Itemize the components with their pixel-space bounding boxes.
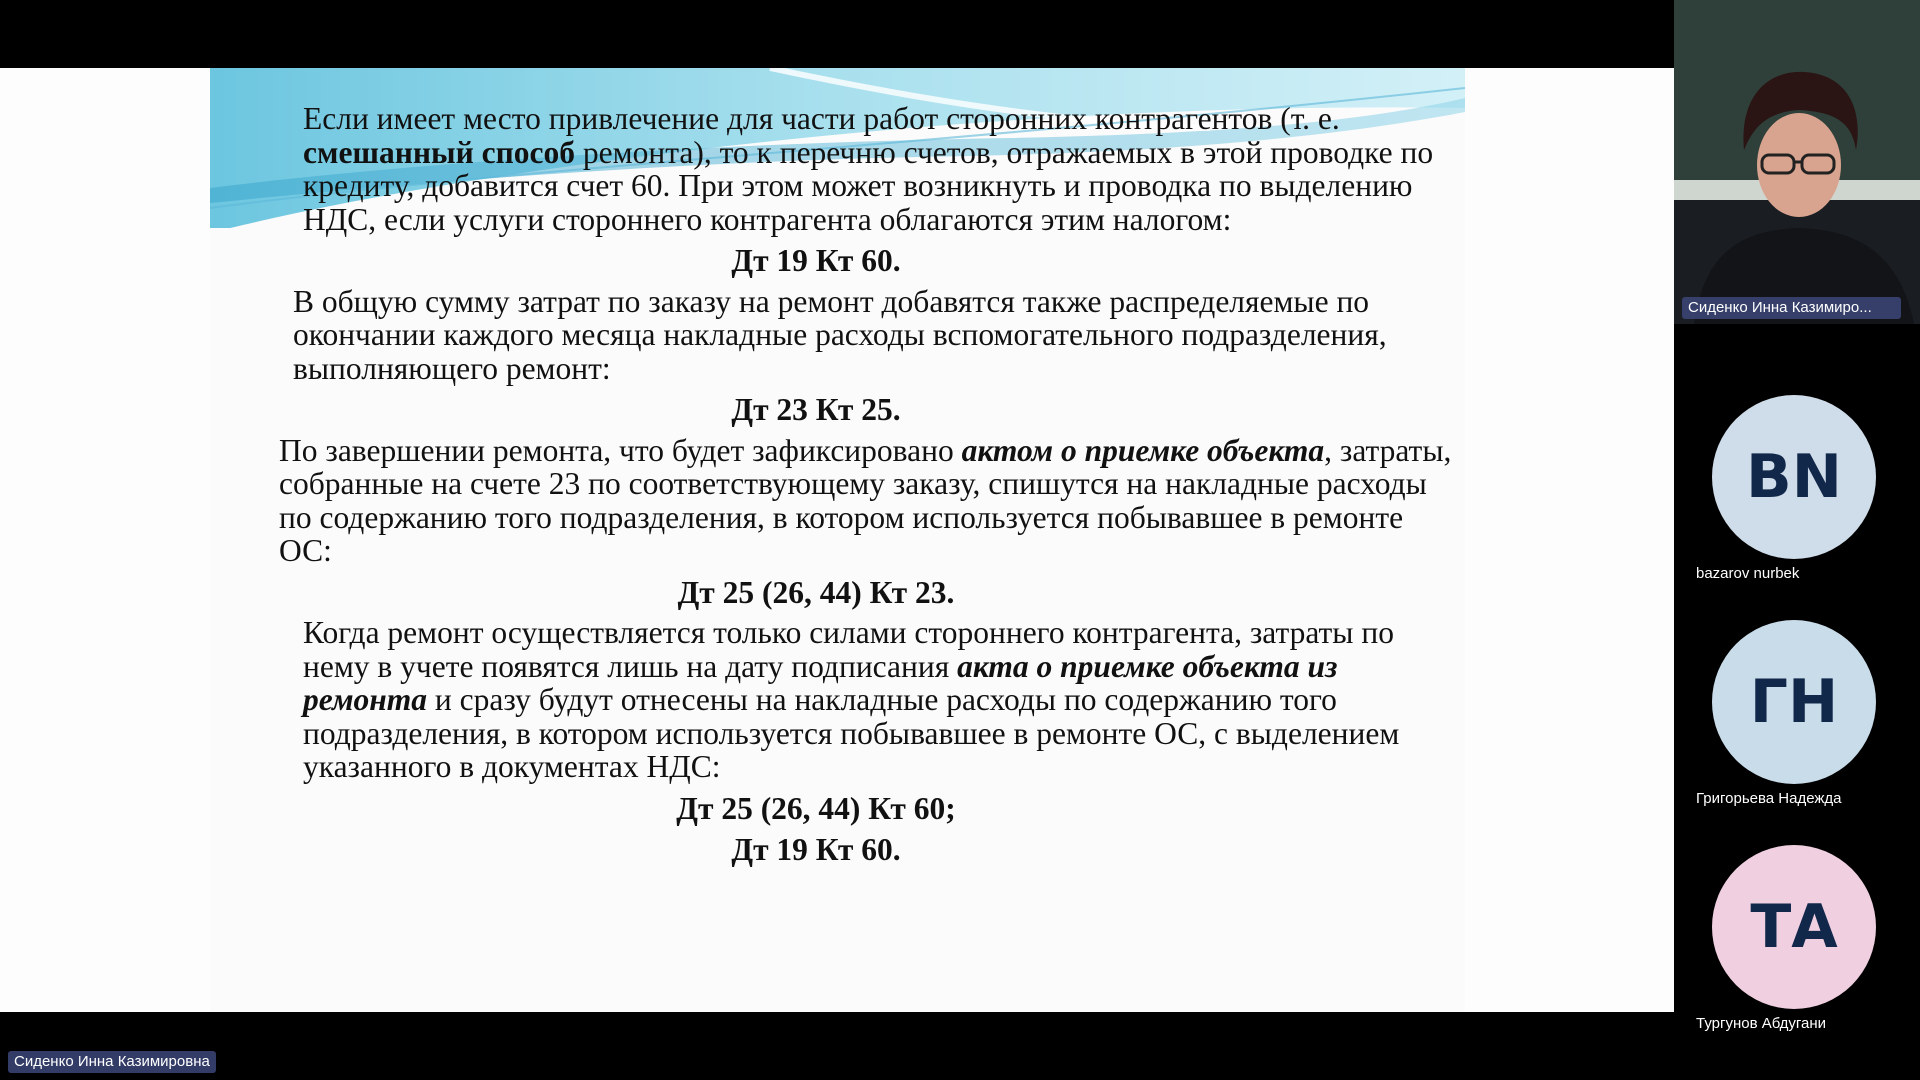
shared-screen <box>0 68 1674 1012</box>
slide-text <box>279 102 1459 874</box>
speaker-video-frame <box>1674 0 1920 324</box>
participant-name: Григорьева Надежда <box>1696 790 1842 807</box>
participant-tile[interactable] <box>1674 620 1920 845</box>
avatar: ГН <box>1712 620 1876 784</box>
participant-tile[interactable] <box>1674 395 1920 620</box>
paragraph-4: Когда ремонт осуществляется только силами стороннего контрагента, затраты по нему в учете появятся лишь на дату подписания акта о приемке объекта из ремонта и сразу будут отнесены на накладные расходы по содержанию того подразделения, в котором используется побывавшее в ремонте ОС, с выделением указанного в документах НДС: <box>303 615 1400 784</box>
participant-tile[interactable] <box>1674 845 1920 1070</box>
formula-1: Дт 19 Кт 60. <box>731 243 901 278</box>
participant-name: Тургунов Абдугани <box>1696 1015 1827 1032</box>
paragraph-3: По завершении ремонта, что будет зафиксировано актом о приемке объекта, затраты, собранные на счете 23 по соответствующему заказу, спишутся на накладные расходы по содержанию того подразделения, в котором используется побывавшее в ремонте ОС: <box>279 432 1452 568</box>
speaker-video[interactable] <box>1674 0 1920 324</box>
formula-2: Дт 23 Кт 25. <box>731 392 901 427</box>
avatar: BN <box>1712 395 1876 559</box>
presentation-slide <box>210 68 1465 1012</box>
presenter-name-tag: Сиденко Инна Казимировна <box>8 1051 216 1073</box>
paragraph-2: В общую сумму затрат по заказу на ремонт добавятся также распределяемые по окончании каждого месяца накладные расходы вспомогательного подразделения, выполняющего ремонт: <box>293 283 1387 386</box>
paragraph-1: Если имеет место привлечение для части работ сторонних контрагентов (т. е. смешанный способ ремонта), то к перечню счетов, отражаемых в этой проводке по кредиту, добавится счет 60. При этом может возникнуть и проводка по выделению НДС, если услуги стороннего контрагента облагаются этим налогом: <box>303 101 1434 237</box>
avatar: ТА <box>1712 845 1876 1009</box>
formula-5: Дт 19 Кт 60. <box>731 832 901 867</box>
formula-3: Дт 25 (26, 44) Кт 23. <box>677 574 955 610</box>
speaker-name-tag: Сиденко Инна Казимиро... <box>1682 297 1901 319</box>
formula-4: Дт 25 (26, 44) Кт 60; <box>676 790 956 826</box>
participant-name: bazarov nurbek <box>1696 565 1800 582</box>
